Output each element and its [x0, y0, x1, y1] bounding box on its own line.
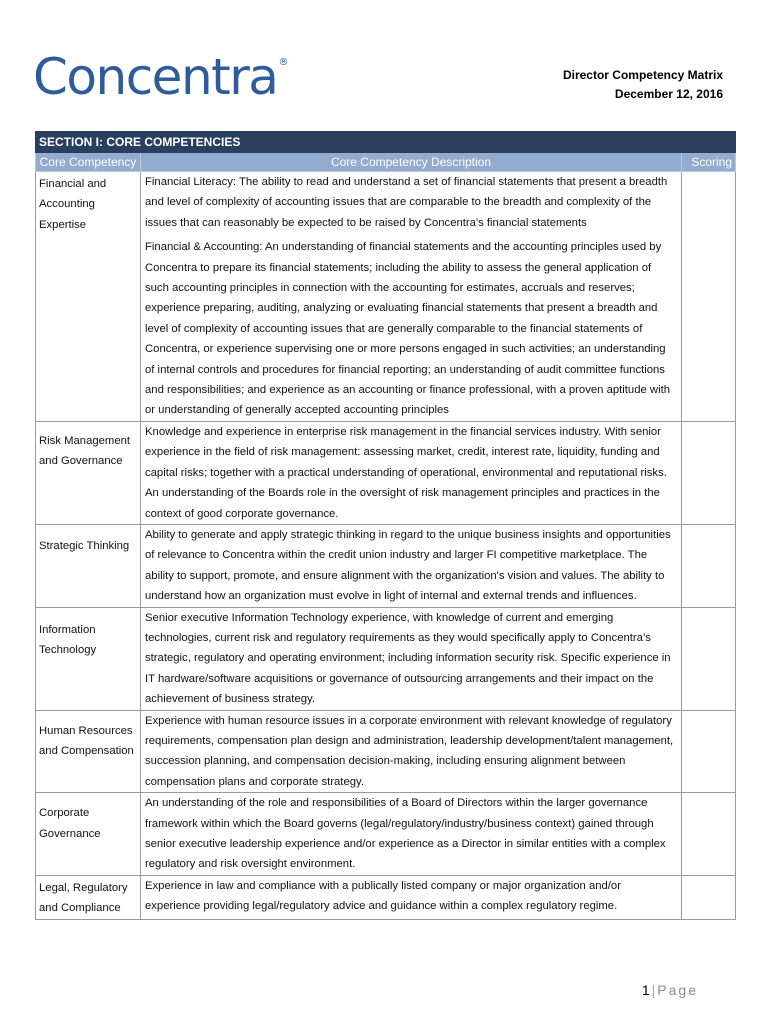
- logo-text: Concentra: [33, 48, 278, 106]
- page-separator: |: [651, 982, 656, 998]
- section-header-row: [36, 132, 736, 153]
- page-label: Page: [657, 982, 698, 998]
- table-row: [36, 793, 736, 876]
- header-description: Core Competency Description: [141, 153, 682, 172]
- competency-name: Corporate Governance: [36, 793, 141, 876]
- table-row: [36, 607, 736, 710]
- scoring-cell[interactable]: [682, 793, 736, 876]
- scoring-cell[interactable]: [682, 710, 736, 793]
- competency-name: Risk Management and Governance: [36, 421, 141, 524]
- column-header-row: [36, 153, 736, 172]
- competency-description: Experience in law and compliance with a publically listed company or major organization and/or experience providing legal/regulatory advice and guidance within a complex regulatory regime.: [141, 875, 682, 919]
- header-core-competency: Core Competency: [36, 153, 141, 172]
- competency-description: Knowledge and experience in enterprise risk management in the financial services industry. With senior experience in the field of risk management: assessing market, credit, interest rate, liquidity, funding and capital risks; together with a practical understanding of operational, environmental and reputational risks. An understanding of the Boards role in the oversight of risk management principles and practices in the context of good corporate governance.: [141, 421, 682, 524]
- table-row: [36, 710, 736, 793]
- header-scoring: Scoring: [682, 153, 736, 172]
- table-row: [36, 172, 736, 422]
- document-header: [563, 66, 723, 104]
- page-number: 1: [641, 982, 650, 998]
- competency-name: Information Technology: [36, 607, 141, 710]
- document-date: December 12, 2016: [614, 87, 723, 101]
- page-footer: [642, 982, 698, 998]
- registered-mark: ®: [278, 57, 289, 68]
- competency-name: Legal, Regulatory and Compliance: [36, 875, 141, 919]
- scoring-cell[interactable]: [682, 524, 736, 607]
- competency-description: An understanding of the role and responsibilities of a Board of Directors within the larger governance framework within which the Board governs (legal/regulatory/industry/business context) gained through senior executive leadership experience and/or experience as a Director in similar entities with a complex regulatory and risk oversight environment.: [141, 793, 682, 876]
- scoring-cell[interactable]: [682, 875, 736, 919]
- scoring-cell[interactable]: [682, 607, 736, 710]
- scoring-cell[interactable]: [682, 172, 736, 422]
- competency-description: Ability to generate and apply strategic thinking in regard to the unique business insights and opportunities of relevance to Concentra within the credit union industry and larger FI competitive marketplace. The ability to support, promote, and ensure alignment with the organization's vision and values. The ability to understand how an organization must evolve in light of internal and external trends and influences.: [141, 524, 682, 607]
- competency-description: [141, 172, 682, 422]
- concentra-logo: [33, 48, 289, 106]
- competency-name: Strategic Thinking: [36, 524, 141, 607]
- competency-description: Senior executive Information Technology experience, with knowledge of current and emerging technologies, current risk and regulatory requirements as they would specifically apply to Concentra’s strategic, regulatory and operating environment; including information security risk. Specific experience in IT hardware/software acquisitions or governance of outsourcing arrangements and their impact on the achievement of business strategy.: [141, 607, 682, 710]
- description-paragraph: Financial & Accounting: An understanding of financial statements and the accounting principles used by Concentra to prepare its financial statements; including the ability to assess the general application of such accounting principles in connection with the accounting for estimates, accruals and reserves; experience preparing, auditing, analyzing or evaluating financial statements that present a breadth and level of complexity of accounting issues that are generally comparable to the financial statements of Concentra, or experience supervising one or more persons engaged in such activities; an understanding of internal controls and procedures for financial reporting; an understanding of audit committee functions and responsibilities; and experience as an accounting or finance professional, with a proven aptitude with or understanding of generally accepted accounting principles: [145, 241, 671, 417]
- competency-name: Human Resources and Compensation: [36, 710, 141, 793]
- competency-name: Financial and Accounting Expertise: [36, 172, 141, 422]
- table-row: [36, 875, 736, 919]
- table-row: [36, 524, 736, 607]
- competency-matrix-table: [35, 131, 736, 920]
- competency-description: Experience with human resource issues in a corporate environment with relevant knowledge of regulatory requirements, compensation plan design and administration, leadership development/talent management, succession planning, and compensation decision-making, including ensuring alignment between compensation plans and corporate strategy.: [141, 710, 682, 793]
- description-paragraph: Financial Literacy: The ability to read and understand a set of financial statements that present a breadth and level of complexity of accounting issues that are comparable to the breadth and complexity of the issues that can reasonably be expected to be raised by Concentra's financial statements: [145, 176, 668, 229]
- document-title: Director Competency Matrix: [562, 68, 723, 82]
- table-row: [36, 421, 736, 524]
- section-title: SECTION I: CORE COMPETENCIES: [36, 132, 736, 153]
- scoring-cell[interactable]: [682, 421, 736, 524]
